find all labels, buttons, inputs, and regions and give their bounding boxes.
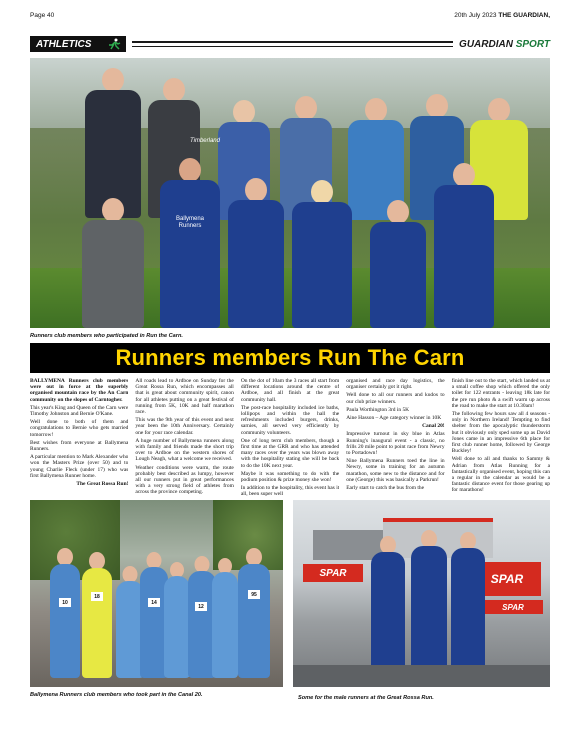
headline-bar (30, 343, 550, 373)
runner-figure (164, 562, 190, 678)
article-paragraph: One of long term club members, though a first time at the GRR and who has attended many races over the years was blown away with the hospitality stating she will be back to do the 10K next year. (240, 437, 340, 469)
article-column (241, 378, 339, 496)
article-paragraph: A huge number of Ballymena runners along with family and friends made the short trip over to Ardboe on the western shores of Lough Neagh, what a welcome we received. (135, 437, 234, 463)
article-paragraph: BALLYMENA Runners club members were out in force at the superbly organised mountain race by the An Carn community on the slopes of Carntogher. (30, 378, 129, 403)
race-bib: 10 (59, 598, 71, 607)
main-group-photo (30, 58, 550, 328)
issue-date-line (454, 12, 550, 19)
article-paragraph: A particular mention to Mark Alexander who won the Masters Prize (over 50) and to young Charlie Fleck (under 17) who was first Ballymena Runner home. (30, 454, 129, 479)
article-body (30, 378, 550, 496)
article-paragraph: This year's King and Queen of the Carn were Timothy Johnston and Bernie O'Kane. (30, 404, 129, 418)
article-paragraph: Well done to all our runners and kudos to our club prize winners. (346, 392, 445, 405)
runner-figure (85, 68, 141, 218)
article-paragraph: Well done to both of them and congratulations to Bernie who gets married tomorrow! (30, 419, 129, 438)
runner-figure (50, 548, 80, 678)
shirt-logo: Timberland (190, 138, 220, 144)
race-bib: 18 (91, 592, 103, 601)
spar-banner: SPAR (303, 564, 363, 582)
article-paragraph: Impressive turnout in sky blue in Atlas Running's inaugural event - a classic, no frills 20 mile point to point race from Newry to Portadown! (346, 431, 445, 457)
article-column (452, 378, 550, 496)
rossa-photo-caption: Some for the male runners at the Great Rossa Run. (298, 695, 434, 701)
article-paragraph: Weather conditions were warm, the route probably best described as lumpy, however all our runners put in great performances with a very strong field of athletes from across the province competing. (135, 464, 234, 496)
runner-icon (106, 38, 122, 50)
article-paragraph: This was the 9th year of this event and next year been the 10th Anniversary. Certainly one for your race calendar. (135, 417, 234, 436)
article-paragraph: Aine Hasson – Age category winner in 10K (346, 415, 442, 422)
canal-20-photo (30, 500, 283, 687)
article-paragraph: Canal 20! (422, 423, 445, 430)
runner-figure (292, 180, 352, 328)
section-bar (30, 36, 550, 52)
great-rossa-run-photo (293, 500, 550, 687)
page-number: Page 40 (30, 11, 55, 19)
article-paragraph: Best wishes from everyone at Ballymena Runners. (30, 439, 129, 453)
article-paragraph: finish line out to the start, which landed us at a small coffee shop which offered the only toilet for 122 entrants - leaving 18k late for the pre run photo & a swift warm up across the road to make the start at 10.30am! (451, 378, 551, 409)
section-title: ATHLETICS (36, 38, 92, 50)
runner-figure (82, 198, 144, 328)
article-paragraph: On the dot of 10am the 3 races all start from different locations around the centre of Ardboe, and all finish at the great community hall. (240, 378, 340, 403)
canal-photo-caption: Ballymena Runners club members who took part in the Canal 20. (30, 692, 203, 698)
article-column (135, 378, 233, 496)
article-paragraph: Nine Ballymena Runners toed the line in Newry, some in training for an autumn marathon, some new to the distance and for one (George) this was basically a Parkrun! (346, 458, 445, 483)
article-paragraph: In addition to the hospitality, this event has it all, been super well (240, 485, 340, 496)
runner-figure (212, 558, 238, 678)
issue-date: 20th July 2023 (454, 11, 497, 19)
runner-figure (451, 532, 485, 678)
guardian-sport-logo: GUARDIAN SPORT (459, 38, 550, 50)
article-paragraph: The Great Rossa Run! (76, 481, 129, 488)
runner-figure (411, 530, 447, 678)
runner-figure (82, 552, 112, 678)
runner-figure (160, 158, 220, 328)
race-bib: 14 (148, 598, 160, 607)
runner-figure (238, 548, 270, 678)
article-paragraph: The post-race hospitality included ice baths, lollipops and within the hall the refreshments included burgers, drinks, sarnies, all served very efficiently by community volunteers. (240, 404, 340, 436)
race-bib: 95 (248, 590, 260, 599)
article-paragraph: All roads lead to Ardboe on Sunday for the Great Rossa Run, which encompasses all that is great about community spirit, canon for all athletes putting on a great festival of running from 5K, 10K and half marathon race. (135, 378, 234, 416)
page-header (30, 8, 550, 22)
headline: Runners members Run The Carn (115, 345, 465, 370)
main-photo-caption: Runners club members who participated in Run the Carn. (30, 333, 183, 339)
race-bib: 12 (195, 602, 207, 611)
section-rule (132, 41, 453, 47)
article-paragraph: Paula Worthington 3rd in 5K (346, 406, 410, 413)
article-paragraph: Early start to catch the bus from the (346, 485, 424, 492)
paper-name: THE GUARDIAN, (498, 11, 550, 19)
article-paragraph: Maybe it was something to do with the podium position & prize money she won! (240, 470, 340, 484)
runner-figure (434, 163, 494, 328)
article-paragraph: organised and race day logistics, the organiser certainly got it right. (346, 378, 445, 391)
article-column (346, 378, 444, 496)
runner-figure (228, 178, 284, 328)
article-paragraph: The following few hours saw all 4 seasons - only in Northern Ireland! Tempting to find shelter from the apocalyptic thunderstorm but it obviously only sped some up as David Jones came in an impressive 6th place for first club runner home, followed by George Buckley! (451, 411, 551, 455)
spar-banner: SPAR (473, 562, 541, 596)
section-tag (30, 36, 126, 52)
article-paragraph: Well done to all and thanks to Sammy & Adrian from Atlas Running for a fantastically organised event, hoping this can a regular in the calendar as would be a fantastic distance event for those gearing up for marathons! (451, 456, 551, 494)
spar-banner: SPAR (483, 600, 543, 614)
article-column (30, 378, 128, 496)
shirt-logo: Ballymena Runners (175, 216, 204, 229)
runner-figure (371, 536, 405, 678)
runner-figure (370, 200, 426, 328)
